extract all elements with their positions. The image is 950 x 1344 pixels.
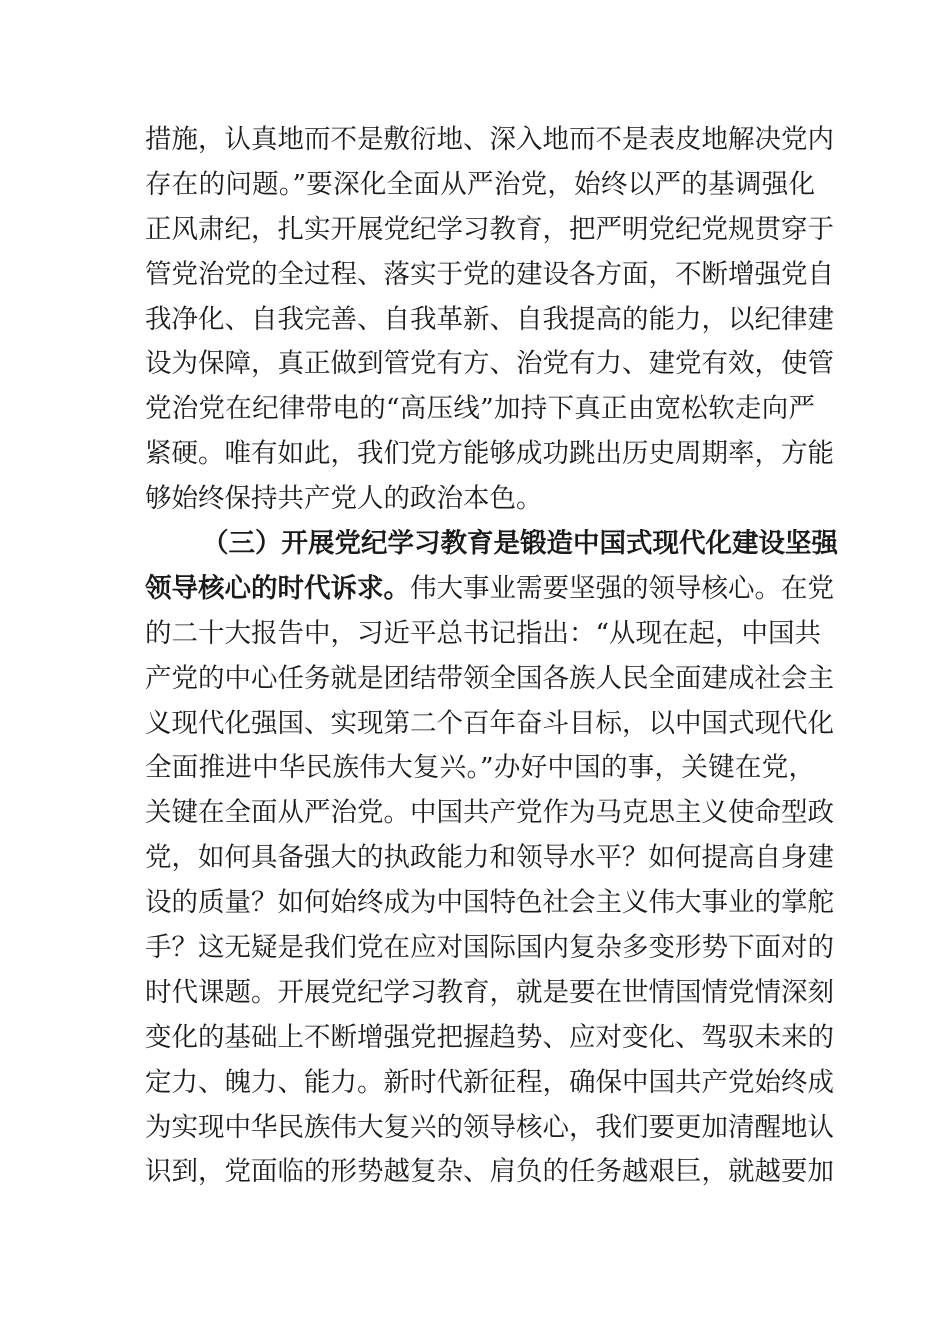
text-line: 关键在全面从严治党。中国共产党作为马克思主义使命型政 [145,797,834,829]
text-line: 义现代化强国、实现第二个百年奋斗目标，以中国式现代化 [145,707,834,739]
text-line: 设为保障，真正做到管党有方、治党有力、建党有效，使管 [145,348,834,380]
text-line: 为实现中华民族伟大复兴的领导核心，我们要更加清醒地认 [145,1111,834,1143]
text-line [145,567,834,612]
text-span: 伟大事业需要坚强的领导核心。在党 [410,572,834,604]
text-line: 时代课题。开展党纪学习教育，就是要在世情国情党情深刻 [145,976,834,1008]
text-line: 定力、魄力、能力。新时代新征程，确保中国共产党始终成 [145,1066,834,1098]
text-line: 手？这无疑是我们党在应对国际国内复杂多变形势下面对的 [145,932,834,964]
text-line: 变化的基础上不断增强党把握趋势、应对变化、驾驭未来的 [145,1021,834,1053]
text-line: 产党的中心任务就是团结带领全国各族人民全面建成社会主 [145,662,834,694]
text-line: 正风肃纪，扎实开展党纪学习教育，把严明党纪党规贯穿于 [145,213,834,245]
text-line: 党治党在纪律带电的“高压线”加持下真正由宽松软走向严 [145,393,815,425]
text-line: 设的质量？如何始终成为中国特色社会主义伟大事业的掌舵 [145,887,834,919]
text-line: 全面推进中华民族伟大复兴。”办好中国的事，关键在党， [145,752,815,784]
text-line: 识到，党面临的形势越复杂、肩负的任务越艰巨，就越要加 [145,1156,834,1188]
section-heading-continued: 领导核心的时代诉求。 [145,572,410,604]
text-line: 党，如何具备强大的执政能力和领导水平？如何提高自身建 [145,842,834,874]
text-line: 存在的问题。”要深化全面从严治党，始终以严的基调强化 [145,168,815,200]
text-line: 措施，认真地而不是敷衍地、深入地而不是表皮地解决党内 [145,124,834,155]
text-line: 我净化、自我完善、自我革新、自我提高的能力，以纪律建 [145,303,834,335]
text-line: 的二十大报告中，习近平总书记指出：“从现在起，中国共 [145,617,822,649]
section-heading: （三）开展党纪学习教育是锻造中国式现代化建设坚强 [202,528,838,560]
body-text [145,118,838,1195]
text-line: 管党治党的全过程、落实于党的建设各方面，不断增强党自 [145,258,834,290]
text-line: 紧硬。唯有如此，我们党方能够成功跳出历史周期率，方能 [145,438,834,470]
text-line: 够始终保持共产党人的政治本色。 [145,483,543,515]
